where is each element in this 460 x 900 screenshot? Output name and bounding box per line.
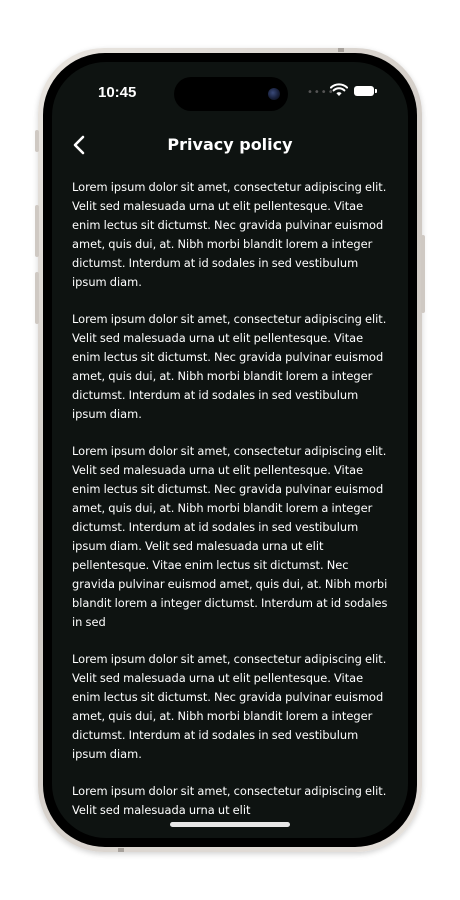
- cellular-signal-icon: ••••: [307, 87, 335, 98]
- wifi-icon: [330, 83, 348, 97]
- policy-paragraph: Lorem ipsum dolor sit amet, consectetur adipiscing elit. Velit sed malesuada urna ut elit pellentesque. Vitae enim lectus sit dictumst. Nec gravida pulvinar euismod amet, quis dui, at. Nibh morbi blandit lorem a integer dictumst. Interdum at id sodales in sed vestibulum ipsum diam.: [72, 180, 387, 289]
- front-camera: [268, 88, 280, 100]
- battery-icon: [354, 86, 374, 96]
- policy-paragraph: Lorem ipsum dolor sit amet, consectetur adipiscing elit. Velit sed malesuada urna ut elit pellentesque. Vitae enim lectus sit dictumst. Nec gravida pulvinar euismod amet, quis dui, at. Nibh morbi blandit lorem a integer dictumst. Interdum at id sodales in sed vestibulum ipsum diam.: [72, 652, 387, 761]
- dynamic-island: [174, 77, 288, 111]
- policy-content[interactable]: [72, 178, 390, 838]
- policy-paragraph: Lorem ipsum dolor sit amet, consectetur adipiscing elit. Velit sed malesuada urna ut elit pellentesque. Vitae enim lectus sit dictumst. Nec gravida pulvinar euismod amet, quis dui, at. Nibh morbi blandit lorem a integer dictumst. Interdum at id sodales in sed vestibulum ipsum diam. Velit sed malesuada urna ut elit pellentesque. Vitae enim lectus sit dictumst. Nec gravida pulvinar euismod amet, quis dui, at. Nibh morbi blandit lorem a integer dictumst. Interdum at id sodales in sed: [72, 444, 388, 629]
- volume-down-button: [35, 272, 39, 324]
- app-screen: [52, 62, 408, 838]
- power-button: [421, 235, 425, 313]
- mute-switch: [35, 130, 39, 152]
- volume-up-button: [35, 205, 39, 257]
- policy-paragraph: Lorem ipsum dolor sit amet, consectetur adipiscing elit. Velit sed malesuada urna ut elit pellentesque. Vitae enim lectus sit dictumst. Nec gravida pulvinar euismod amet, quis dui, at. Nibh morbi blandit lorem a integer dictumst. Interdum at id sodales in sed vestibulum ipsum diam.: [72, 312, 387, 421]
- antenna-band: [338, 48, 344, 52]
- policy-paragraph: Lorem ipsum dolor sit amet, consectetur adipiscing elit. Velit sed malesuada urna ut elit: [72, 784, 387, 817]
- page-title: Privacy policy: [167, 135, 293, 154]
- home-indicator[interactable]: [170, 822, 290, 827]
- status-time: 10:45: [98, 84, 137, 101]
- antenna-band: [118, 848, 124, 852]
